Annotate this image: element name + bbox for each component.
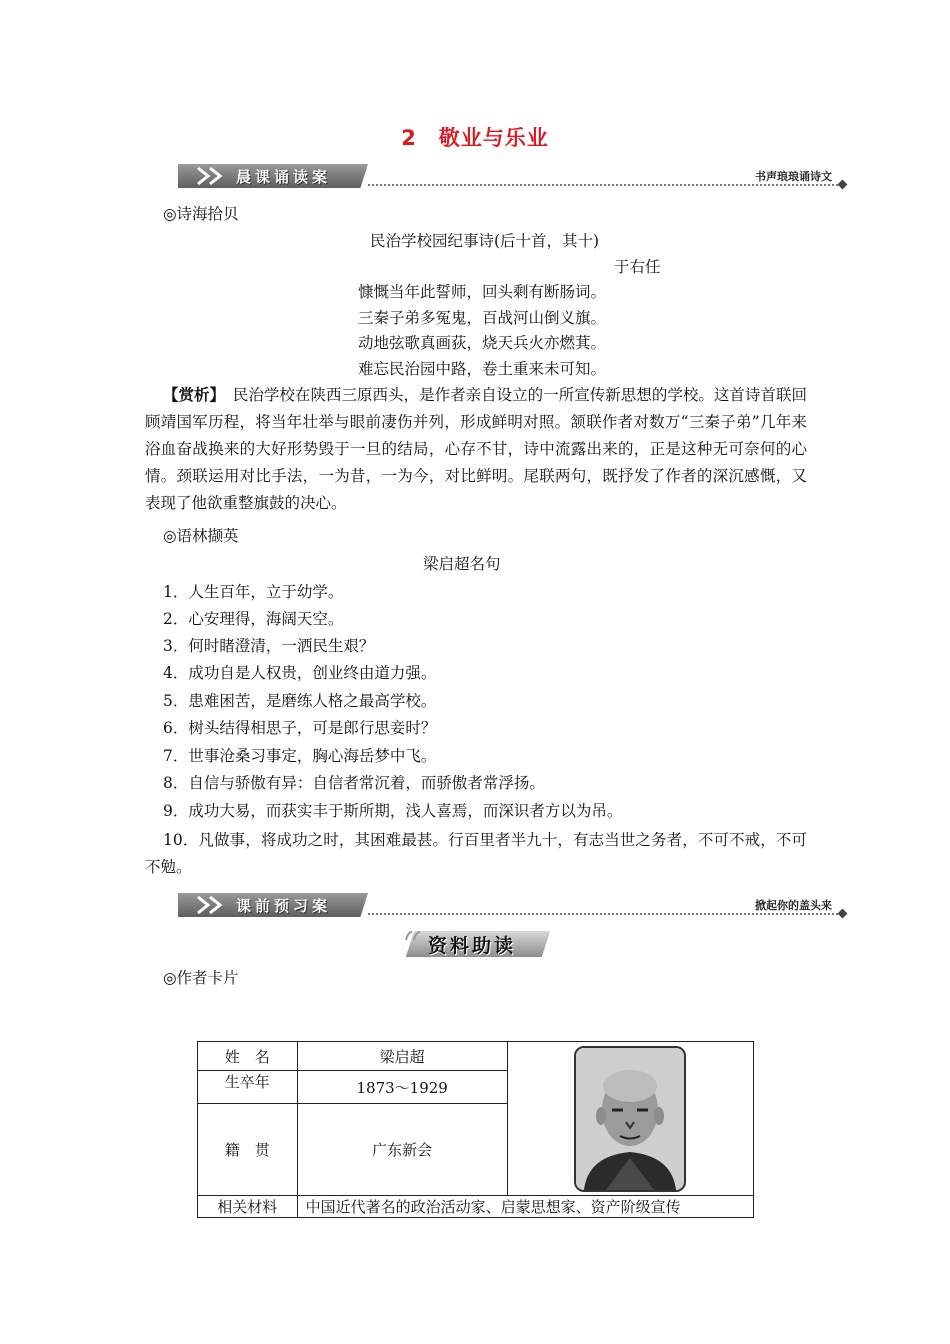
quote-item: 7．世事沧桑习事定，胸心海岳梦中飞。 <box>163 747 437 765</box>
material-label: 相关材料 <box>198 1196 298 1218</box>
section-quotes: ◎语林撷英 <box>163 527 239 545</box>
quote-item: 6．树头结得相思子，可是郎行思妾时？ <box>163 719 437 737</box>
appreciation-paragraph <box>145 381 807 517</box>
poem-title: 民治学校园纪事诗(后十首，其十) <box>370 232 600 250</box>
reading-aid-tag <box>404 928 550 958</box>
quote-item: 9．成功大易，而获实丰于斯所期，浅人喜焉，而深识者方以为吊。 <box>163 802 623 820</box>
chevron-arrows-icon <box>196 895 232 915</box>
name-value: 梁启超 <box>297 1042 507 1071</box>
poem-line: 难忘民治园中路，卷土重来未可知。 <box>358 360 607 378</box>
quote-item: 2．心安理得，海阔天空。 <box>163 610 344 628</box>
banner-label: 课前预习案 <box>236 897 332 915</box>
origin-label: 籍 贯 <box>198 1104 298 1196</box>
dotted-divider <box>368 913 838 915</box>
portrait-photo <box>574 1046 686 1192</box>
banner-label: 晨课诵读案 <box>236 168 332 186</box>
portrait-image <box>576 1048 684 1190</box>
tag-label: 资料助读 <box>428 935 517 957</box>
preview-banner <box>178 893 846 917</box>
material-value: 中国近代著名的政治活动家、启蒙思想家、资产阶级宣传 <box>297 1196 753 1218</box>
years-label: 生卒年 <box>198 1071 298 1104</box>
origin-value: 广东新会 <box>297 1104 507 1196</box>
quote-item: 5．患难困苦，是磨练人格之最高学校。 <box>163 692 437 710</box>
dotted-divider <box>368 184 838 186</box>
poem-line: 动地弦歌真画荻，烧天兵火亦燃萁。 <box>358 334 607 352</box>
poem-author: 于右任 <box>614 258 661 276</box>
years-value: 1873～1929 <box>297 1071 507 1104</box>
diamond-icon <box>838 909 848 919</box>
banner-slogan: 书声琅琅诵诗文 <box>755 170 832 183</box>
quote-item: 8．自信与骄傲有异：自信者常沉着，而骄傲者常浮扬。 <box>163 774 545 792</box>
quote-item: 3．何时睹澄清，一洒民生艰？ <box>163 637 375 655</box>
section-poetry: ◎诗海拾贝 <box>163 205 239 223</box>
poem-line: 三秦子弟多冤鬼，百战河山倒义旗。 <box>358 309 607 327</box>
chevron-arrows-icon <box>196 166 232 186</box>
quote-item: 4．成功自是人权贵，创业终由道力强。 <box>163 664 437 682</box>
quote-item: 10．凡做事，将成功之时，其困难最甚。行百里者半九十，有志当世之务者，不可不戒，不可不勉。 <box>145 831 807 876</box>
appreciation-label: 【赏析】 <box>163 385 218 404</box>
page-title: 2 敬业与乐业 <box>401 126 549 150</box>
name-label: 姓 名 <box>198 1042 298 1071</box>
quotes-title: 梁启超名句 <box>423 555 501 573</box>
morning-reading-banner <box>178 164 846 188</box>
quote-item: 1．人生百年，立于幼学。 <box>163 583 344 601</box>
poem-line: 慷慨当年此誓师，回头剩有断肠词。 <box>358 283 607 301</box>
portrait-cell <box>507 1042 753 1196</box>
section-author-card: ◎作者卡片 <box>163 969 239 987</box>
quote-mark-icon <box>404 930 424 942</box>
author-card-table <box>197 1041 754 1218</box>
appreciation-text: 民治学校在陕西三原西头，是作者亲自设立的一所宣传新思想的学校。这首诗首联回顾靖国军历程，将当年壮举与眼前凄伤并列，形成鲜明对照。颔联作者对数万“三秦子弟”几年来浴血奋战换来的大好形势毁于一旦的结局，心存不甘，诗中流露出来的，正是这种无可奈何的心情。颈联运用对比手法，一为昔，一为今，对比鲜明。尾联两句，既抒发了作者的深沉感慨，又表现了他欲重整旗鼓的决心。 <box>145 386 807 512</box>
diamond-icon <box>838 180 848 190</box>
banner-slogan: 掀起你的盖头来 <box>755 899 832 912</box>
